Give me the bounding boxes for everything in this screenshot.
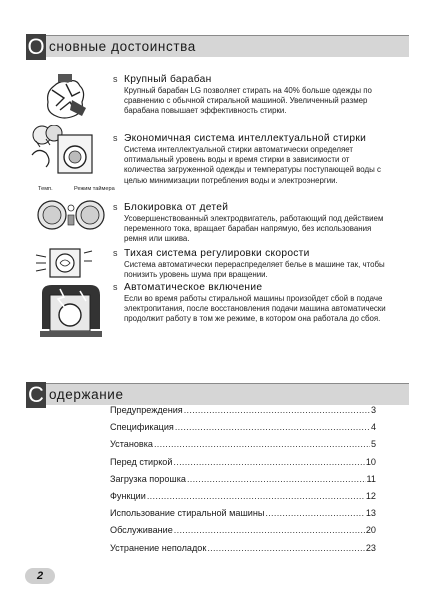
knob-label-timer-mode: Режим таймера <box>74 186 115 192</box>
toc-entry-page: 11 <box>366 473 376 484</box>
toc-entry-page: 23 <box>365 542 376 553</box>
feature-description: Крупный барабан LG позволяет стирать на 40% больше одежды по сравнению с обычной стиральной машиной. Увеличенный размер барабана повышает эффективность стирки. <box>124 86 372 116</box>
toc-entry-label: Установка <box>110 439 153 450</box>
toc-entry[interactable] <box>110 525 376 542</box>
toc-entry-page: 10 <box>365 456 376 467</box>
toc-entry-page: 13 <box>365 508 376 519</box>
feature-bullet: s <box>113 133 118 143</box>
section-header-contents <box>26 383 409 405</box>
table-of-contents <box>110 405 376 560</box>
toc-entry-page: 4 <box>370 422 376 433</box>
section-header-features <box>26 35 409 57</box>
feature-description: Если во время работы стиральной машины произойдет сбой в подаче электропитания, после восстановления подачи машина автоматически продолжит работу в том же режиме, в котором она работала до сбоя. <box>124 294 386 324</box>
auto-restart-illustration <box>40 283 102 339</box>
large-drum-illustration <box>42 72 88 122</box>
smart-wash-illustration <box>28 125 98 175</box>
toc-entry-page: 3 <box>370 405 376 415</box>
feature-bullet: s <box>113 74 118 84</box>
feature-title: Экономичная система интеллектуальной стирки <box>124 133 367 144</box>
toc-entry-label: Предупреждения <box>110 405 183 415</box>
toc-entry[interactable] <box>110 422 376 439</box>
section-initial-letter: С <box>26 382 46 408</box>
feature-bullet: s <box>113 282 118 292</box>
toc-leader-dots <box>207 543 365 553</box>
toc-entry[interactable] <box>110 439 376 456</box>
toc-leader-dots <box>147 491 365 501</box>
feature-large-drum <box>113 73 413 117</box>
toc-leader-dots <box>187 474 366 484</box>
feature-quiet-speed-control <box>113 247 413 280</box>
toc-entry-label: Функции <box>110 490 146 501</box>
toc-entry[interactable] <box>110 405 376 422</box>
feature-title: Крупный барабан <box>124 74 212 85</box>
page-number-badge <box>25 568 55 584</box>
feature-smart-wash <box>113 132 413 186</box>
feature-description: Усовершенствованный электродвигатель, работающий под действием переменного тока, вращает барабан напрямую, без использования ремня или шкива. <box>124 214 384 244</box>
feature-title: Тихая система регулировки скорости <box>124 248 310 259</box>
toc-entry[interactable] <box>110 457 376 474</box>
toc-entry[interactable] <box>110 508 376 525</box>
toc-entry-label: Спецификация <box>110 422 174 433</box>
toc-entry-label: Использование стиральной машины <box>110 508 265 519</box>
section-initial-letter: О <box>27 34 45 59</box>
feature-child-lock <box>113 201 413 245</box>
toc-entry-page: 20 <box>365 525 376 536</box>
page-number: 2 <box>36 570 44 582</box>
toc-leader-dots <box>173 457 364 467</box>
toc-entry-page: 12 <box>365 490 376 501</box>
knob-label-temperature: Темп. <box>38 186 53 192</box>
feature-description: Система автоматически перераспределяет белье в машине так, чтобы понизить уровень шума при вращении. <box>124 260 385 280</box>
feature-title: Автоматическое включение <box>124 282 263 293</box>
toc-leader-dots <box>174 525 365 535</box>
feature-bullet: s <box>113 248 118 258</box>
toc-entry-label: Обслуживание <box>110 525 173 536</box>
toc-leader-dots <box>154 439 370 449</box>
feature-title: Блокировка от детей <box>124 202 229 213</box>
toc-entry-label: Перед стиркой <box>110 456 173 467</box>
section-title: сновные достоинства <box>49 39 196 54</box>
toc-entry[interactable] <box>110 491 376 508</box>
feature-description: Система интеллектуальной стирки автоматически определяет оптимальный уровень воды и время стирки в зависимости от количества загруженной одежды и температуры поступающей воды с целью минимизации потребления воды и электроэнергии. <box>124 145 381 185</box>
feature-auto-restart <box>113 281 413 325</box>
feature-bullet: s <box>113 202 118 212</box>
section-title: одержание <box>49 387 124 402</box>
toc-leader-dots <box>184 405 370 415</box>
toc-entry-label: Загрузка порошка <box>110 473 186 484</box>
toc-leader-dots <box>265 508 364 518</box>
control-knobs-illustration <box>36 195 106 235</box>
drum-speed-illustration <box>34 245 94 279</box>
toc-entry-label: Устранение неполадок <box>110 542 207 553</box>
toc-entry-page: 5 <box>370 439 376 450</box>
toc-leader-dots <box>175 422 370 432</box>
toc-entry[interactable] <box>110 474 376 491</box>
toc-entry[interactable] <box>110 543 376 560</box>
